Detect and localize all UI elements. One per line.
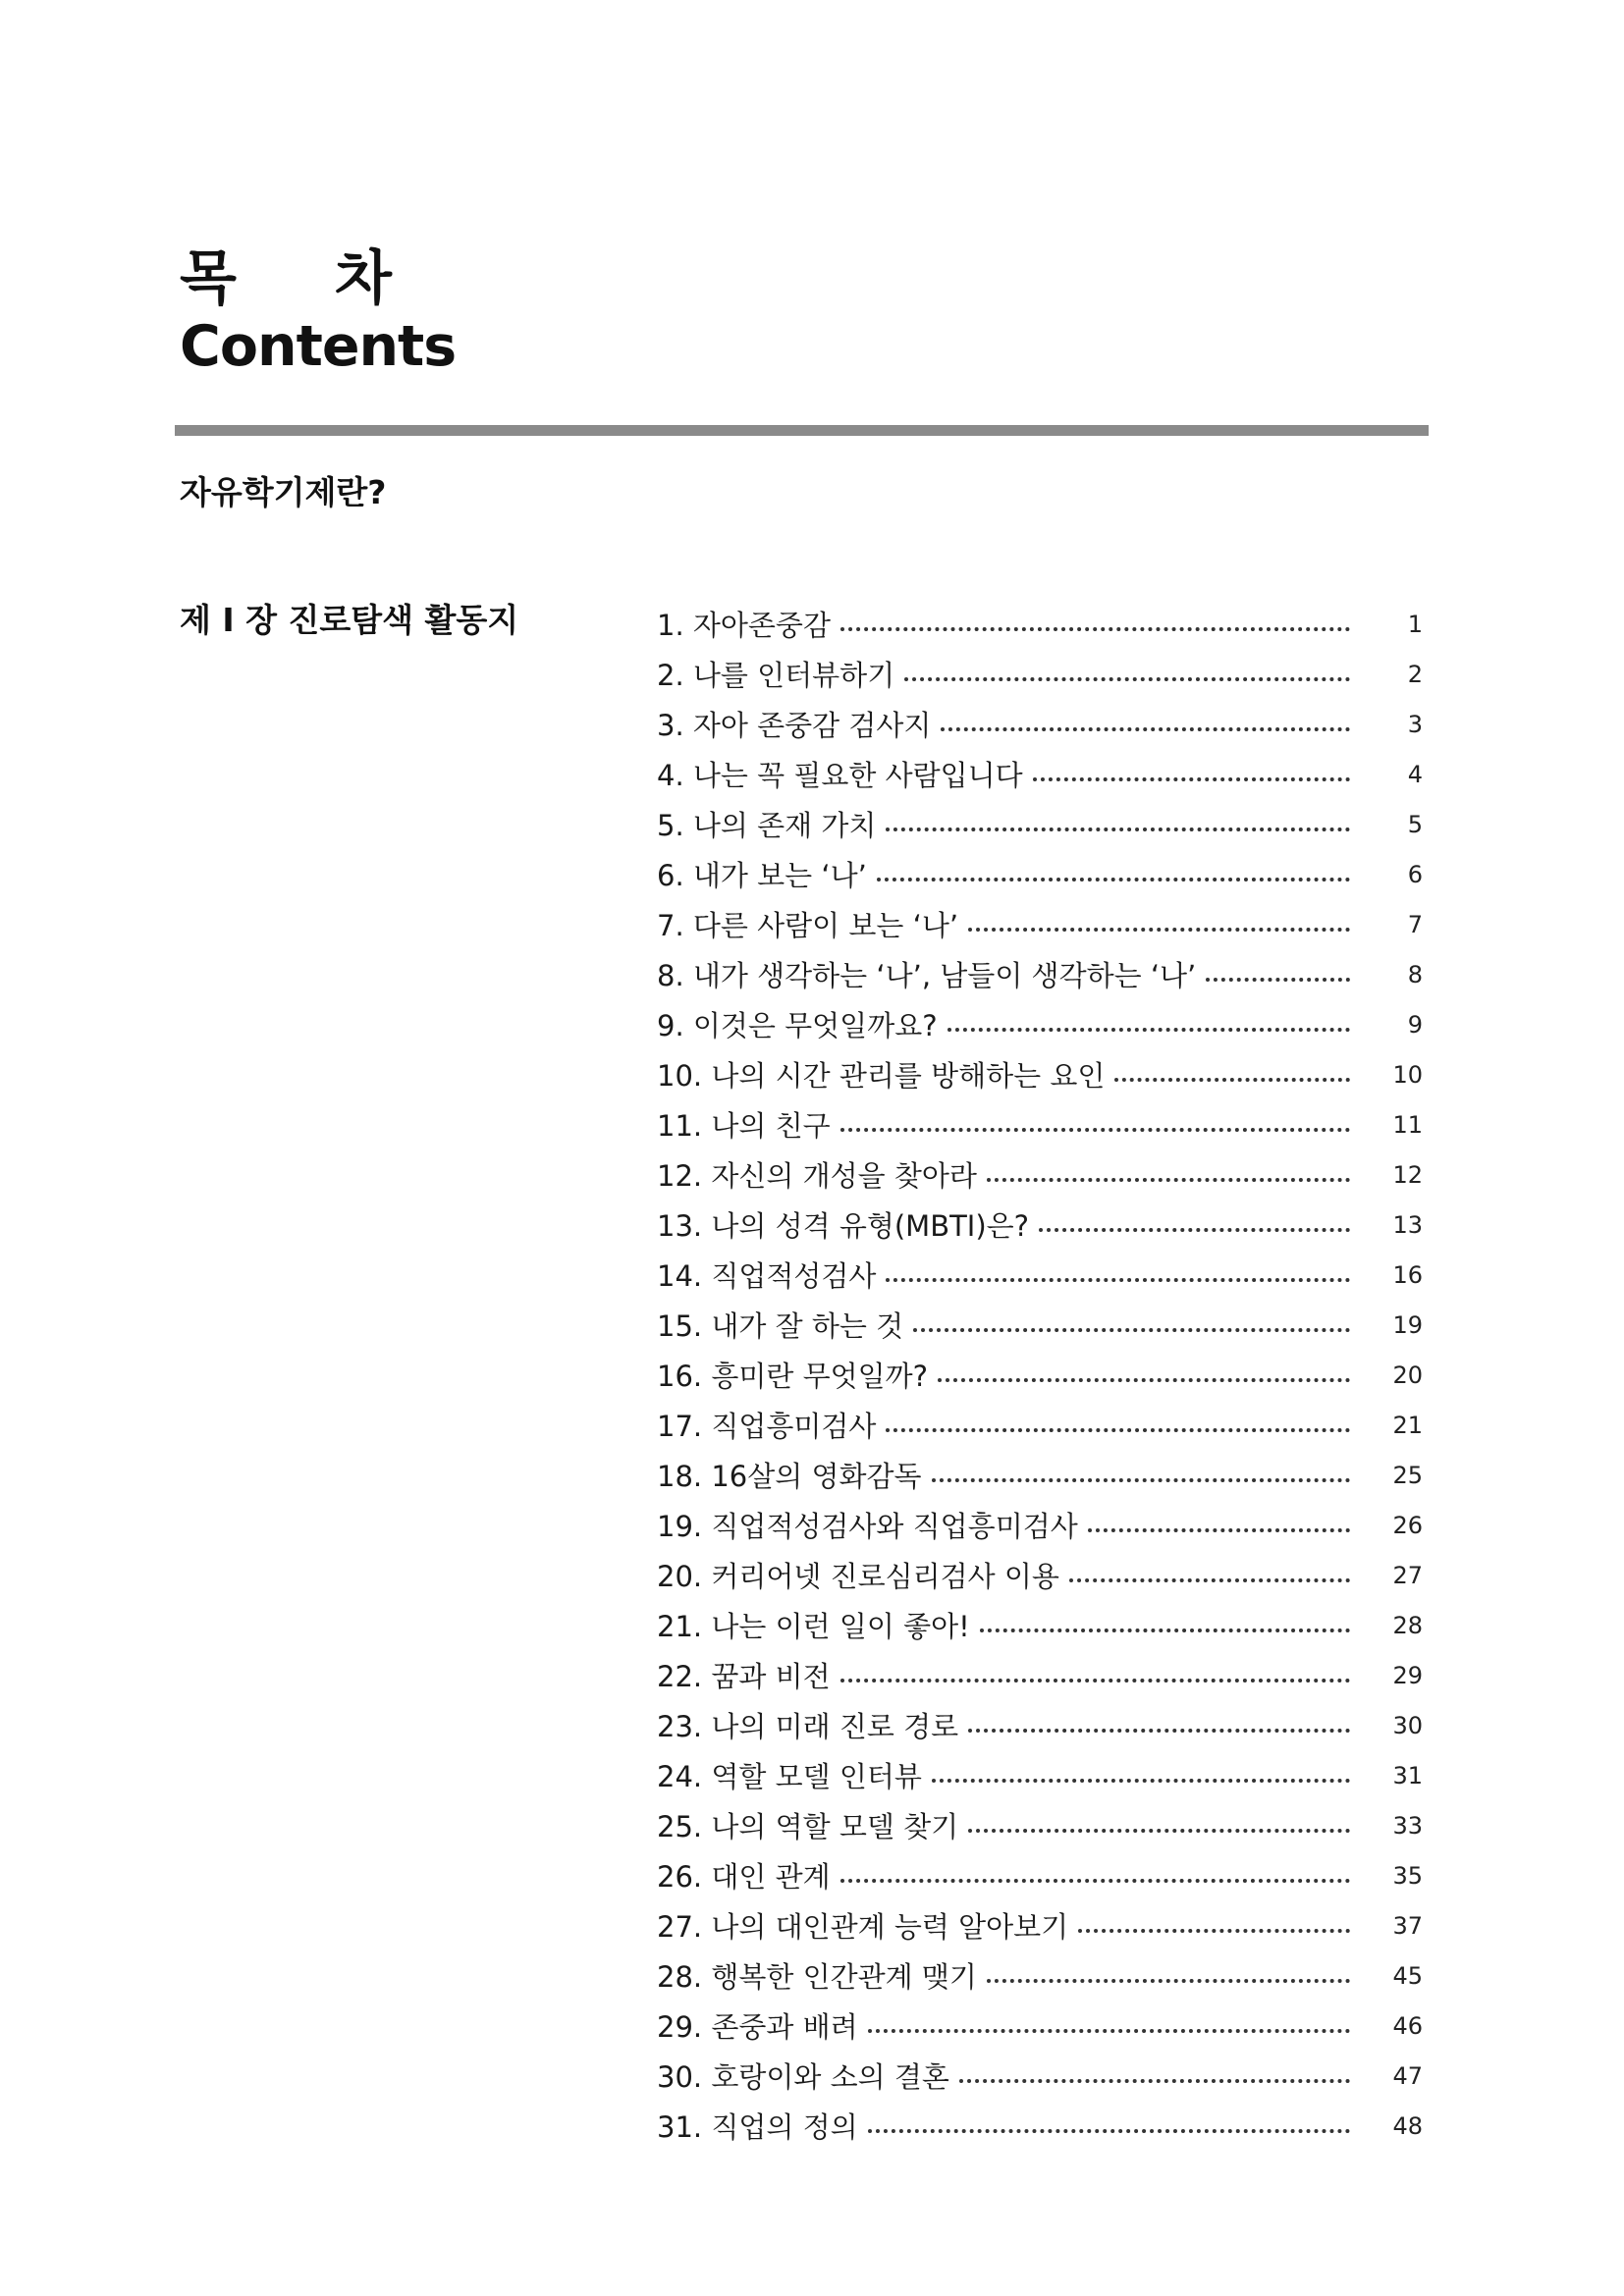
page-title-block <box>180 243 456 379</box>
toc-dot-leader <box>1088 1528 1350 1532</box>
toc-entry-title: 23. 나의 미래 진로 경로 <box>657 1710 959 1743</box>
toc-entry-title: 27. 나의 대인관계 능력 알아보기 <box>657 1910 1069 1944</box>
toc-entry-page-number: 2 <box>1407 660 1423 688</box>
toc-dot-leader <box>1206 978 1350 982</box>
toc-entry[interactable] <box>657 1350 1423 1400</box>
toc-entry-title: 14. 직업적성검사 <box>657 1259 877 1293</box>
toc-entry[interactable] <box>657 899 1423 949</box>
toc-entry-title: 1. 자아존중감 <box>657 609 831 642</box>
toc-entry[interactable] <box>657 1149 1423 1200</box>
toc-entry[interactable] <box>657 1400 1423 1450</box>
toc-entry-title: 11. 나의 친구 <box>657 1109 831 1143</box>
toc-entry-title: 17. 직업흥미검사 <box>657 1410 877 1443</box>
toc-entry[interactable] <box>657 1950 1423 2001</box>
toc-dot-leader <box>1069 1578 1350 1582</box>
toc-dot-leader <box>868 2029 1350 2033</box>
toc-entry[interactable] <box>657 649 1423 699</box>
toc-entry-page-number: 10 <box>1392 1060 1423 1089</box>
toc-entry-page-number: 25 <box>1392 1461 1423 1489</box>
toc-entry[interactable] <box>657 999 1423 1049</box>
page-title-korean-right: 차 <box>335 244 392 313</box>
toc-entry[interactable] <box>657 1600 1423 1650</box>
toc-entry-page-number: 5 <box>1407 810 1423 838</box>
toc-dot-leader <box>840 1679 1350 1682</box>
toc-entry[interactable] <box>657 1250 1423 1300</box>
toc-entry-page-number: 30 <box>1392 1711 1423 1739</box>
toc-entry[interactable] <box>657 1550 1423 1600</box>
toc-entry-title: 18. 16살의 영화감독 <box>657 1460 922 1493</box>
toc-entry-page-number: 37 <box>1392 1911 1423 1940</box>
toc-entry-title: 15. 내가 잘 하는 것 <box>657 1309 904 1343</box>
toc-entry-title: 9. 이것은 무엇일까요? <box>657 1009 938 1042</box>
toc-entry-page-number: 31 <box>1392 1761 1423 1789</box>
toc-entry-page-number: 16 <box>1392 1260 1423 1289</box>
toc-entry[interactable] <box>657 1800 1423 1850</box>
toc-entry-page-number: 7 <box>1407 910 1423 938</box>
toc-entry-title: 24. 역할 모델 인터뷰 <box>657 1760 922 1793</box>
toc-entry-title: 7. 다른 사람이 보는 ‘나’ <box>657 909 959 942</box>
toc-entry-title: 3. 자아 존중감 검사지 <box>657 709 932 742</box>
toc-entry[interactable] <box>657 2051 1423 2101</box>
toc-dot-leader <box>840 1128 1350 1132</box>
toc-dot-leader <box>840 627 1350 631</box>
toc-entry-page-number: 13 <box>1392 1210 1423 1239</box>
toc-entry-page-number: 28 <box>1392 1611 1423 1639</box>
toc-entry-page-number: 6 <box>1407 860 1423 888</box>
toc-dot-leader <box>913 1328 1350 1332</box>
toc-entry-page-number: 35 <box>1392 1861 1423 1890</box>
toc-dot-leader <box>840 1879 1350 1883</box>
toc-dot-leader <box>904 677 1350 681</box>
toc-entry-title: 6. 내가 보는 ‘나’ <box>657 859 867 892</box>
toc-entry[interactable] <box>657 749 1423 799</box>
toc-entry-title: 25. 나의 역할 모델 찾기 <box>657 1810 959 1843</box>
toc-entry[interactable] <box>657 2101 1423 2151</box>
toc-entry-title: 21. 나는 이런 일이 좋아! <box>657 1610 970 1643</box>
toc-entry-title: 12. 자신의 개성을 찾아라 <box>657 1159 977 1193</box>
toc-entry-title: 28. 행복한 인간관계 맺기 <box>657 1960 977 1994</box>
toc-entry-page-number: 9 <box>1407 1010 1423 1039</box>
toc-entry-page-number: 47 <box>1392 2061 1423 2090</box>
toc-entry[interactable] <box>657 599 1423 649</box>
toc-entry-title: 20. 커리어넷 진로심리검사 이용 <box>657 1560 1059 1593</box>
toc-entry-page-number: 3 <box>1407 710 1423 738</box>
toc-entry-title: 30. 호랑이와 소의 결혼 <box>657 2060 949 2094</box>
toc-entry-title: 4. 나는 꼭 필요한 사람입니다 <box>657 759 1023 792</box>
intro-heading: 자유학기제란? <box>180 473 387 511</box>
toc-entry-page-number: 11 <box>1392 1110 1423 1139</box>
toc-entry-title: 8. 내가 생각하는 ‘나’, 남들이 생각하는 ‘나’ <box>657 959 1197 992</box>
toc-dot-leader <box>968 1829 1350 1833</box>
toc-entry[interactable] <box>657 1500 1423 1550</box>
toc-dot-leader <box>932 1478 1350 1482</box>
toc-entry[interactable] <box>657 1300 1423 1350</box>
toc-entry-page-number: 48 <box>1392 2111 1423 2140</box>
toc-dot-leader <box>886 828 1350 831</box>
toc-entry[interactable] <box>657 2001 1423 2051</box>
toc-entry[interactable] <box>657 1650 1423 1700</box>
toc-entry-title: 5. 나의 존재 가치 <box>657 809 877 842</box>
toc-entry-title: 19. 직업적성검사와 직업흥미검사 <box>657 1510 1078 1543</box>
page-title-korean-left: 목 <box>180 244 237 313</box>
toc-dot-leader <box>1033 777 1350 781</box>
toc-dot-leader <box>968 928 1350 932</box>
toc-entry-title: 2. 나를 인터뷰하기 <box>657 659 895 692</box>
toc-dot-leader <box>947 1028 1350 1032</box>
toc-dot-leader <box>886 1428 1350 1432</box>
toc-entry[interactable] <box>657 1850 1423 1900</box>
toc-entry[interactable] <box>657 1200 1423 1250</box>
toc-entry-page-number: 45 <box>1392 1961 1423 1990</box>
toc-dot-leader <box>980 1629 1350 1632</box>
toc-entry[interactable] <box>657 1750 1423 1800</box>
toc-dot-leader <box>877 878 1350 881</box>
chapter-heading: 제 I 장 진로탐색 활동지 <box>180 601 519 639</box>
toc-entry-page-number: 27 <box>1392 1561 1423 1589</box>
toc-dot-leader <box>968 1729 1350 1733</box>
toc-entry-title: 29. 존중과 배려 <box>657 2010 858 2044</box>
toc-entry-title: 31. 직업의 정의 <box>657 2110 858 2144</box>
toc-list <box>657 599 1423 2151</box>
toc-entry-page-number: 46 <box>1392 2011 1423 2040</box>
toc-entry-title: 22. 꿈과 비전 <box>657 1660 831 1693</box>
toc-dot-leader <box>886 1278 1350 1282</box>
toc-entry-page-number: 12 <box>1392 1160 1423 1189</box>
toc-entry-title: 16. 흥미란 무엇일까? <box>657 1360 929 1393</box>
page-title-english: Contents <box>180 314 457 379</box>
title-divider <box>175 425 1429 436</box>
toc-entry-title: 10. 나의 시간 관리를 방해하는 요인 <box>657 1059 1106 1093</box>
toc-entry-page-number: 4 <box>1407 760 1423 788</box>
toc-entry[interactable] <box>657 699 1423 749</box>
toc-dot-leader <box>932 1779 1350 1783</box>
toc-entry-page-number: 8 <box>1407 960 1423 988</box>
toc-entry[interactable] <box>657 1900 1423 1950</box>
toc-entry-page-number: 21 <box>1392 1411 1423 1439</box>
toc-dot-leader <box>941 727 1350 731</box>
toc-dot-leader <box>1039 1228 1350 1232</box>
toc-entry[interactable] <box>657 1049 1423 1099</box>
toc-entry-page-number: 33 <box>1392 1811 1423 1840</box>
toc-entry[interactable] <box>657 1099 1423 1149</box>
toc-dot-leader <box>1114 1078 1350 1082</box>
toc-dot-leader <box>868 2129 1350 2133</box>
toc-entry[interactable] <box>657 949 1423 999</box>
toc-dot-leader <box>938 1378 1350 1382</box>
toc-dot-leader <box>987 1178 1350 1182</box>
toc-entry[interactable] <box>657 1700 1423 1750</box>
toc-entry-page-number: 29 <box>1392 1661 1423 1689</box>
toc-entry-page-number: 1 <box>1407 610 1423 638</box>
toc-entry-page-number: 20 <box>1392 1361 1423 1389</box>
toc-dot-leader <box>959 2079 1350 2083</box>
toc-entry[interactable] <box>657 799 1423 849</box>
toc-dot-leader <box>1078 1929 1350 1933</box>
toc-entry-page-number: 19 <box>1392 1310 1423 1339</box>
toc-dot-leader <box>987 1979 1350 1983</box>
toc-entry[interactable] <box>657 849 1423 899</box>
toc-entry[interactable] <box>657 1450 1423 1500</box>
toc-entry-title: 13. 나의 성격 유형(MBTI)은? <box>657 1209 1030 1243</box>
toc-entry-title: 26. 대인 관계 <box>657 1860 831 1894</box>
page-title-korean <box>180 243 392 314</box>
toc-entry-page-number: 26 <box>1392 1511 1423 1539</box>
